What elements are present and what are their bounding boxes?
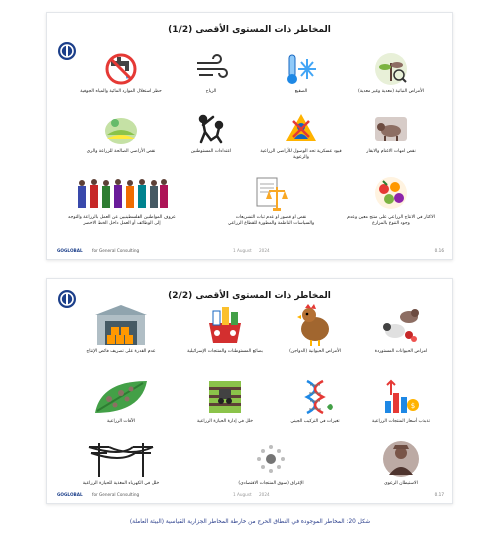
risk-label: الصقيع	[294, 89, 308, 94]
risk-item	[355, 377, 447, 425]
monoculture-icon	[373, 175, 409, 213]
risk-label: الاستيطان الرعوي	[384, 481, 418, 486]
footer-tagline: for General Consulting	[91, 492, 140, 497]
risk-item	[69, 303, 173, 355]
risk-item	[269, 303, 361, 355]
risk-label: بضائع المستوطنات والمنتجات الإسرائيلية	[187, 349, 263, 354]
figure-caption: شكل 20: المخاطر الموجودة في النطاق الحرج من خارطة المخاطر الجزارية القياسية (البيئة العاملة)	[129, 519, 371, 525]
risk-item	[75, 51, 167, 95]
dumping-icon	[251, 439, 291, 479]
risk-item	[225, 439, 317, 487]
risk-item	[69, 439, 173, 487]
risk-label: نقص او قصور او عدم ثبات التشريعات والسياسات الناظمة والمطورة للقطاع الزراعي	[227, 215, 315, 227]
risk-label: خلل في الكهرباء المغذية للحيازة الزراعية	[82, 481, 160, 486]
risk-label: اعتداءات المستوطنين	[190, 149, 232, 154]
farmland-icon	[103, 111, 139, 147]
holding-management-icon	[205, 377, 245, 417]
risk-label: خلل في إدارة الحيازة الزراعية	[196, 419, 254, 424]
slide-footer	[57, 248, 139, 253]
slide-1	[46, 12, 453, 260]
risk-label: تغيرات في التركيب الجيني	[290, 419, 340, 424]
risk-label: الأمراض النباتية (معدية وغير معدية)	[358, 89, 424, 94]
risk-label: حظر استغلال الموارد المائية والمياه الجوفية	[80, 89, 162, 94]
risk-item	[269, 377, 361, 425]
footer-tagline: for General Consulting	[91, 248, 140, 253]
wind-icon	[193, 51, 229, 87]
risk-label: قيود عسكرية تحد الوصول للأراضي الزراعية والرعوية	[260, 149, 342, 161]
livestock-icon	[373, 111, 409, 147]
risk-label: الإغراق (سوق المنتجات الاقتصادي)	[238, 481, 304, 486]
gogloal-logo-icon	[57, 41, 77, 61]
risk-label: عدم القدرة على تصريف فائض الإنتاج	[86, 349, 156, 354]
page-number: 0.17	[434, 492, 444, 497]
risk-item	[179, 377, 271, 425]
risk-item	[69, 377, 173, 425]
plant-disease-icon	[373, 51, 409, 87]
slide-2	[46, 278, 453, 504]
slide-title: المخاطر ذات المستوى الأقصى (1/2)	[168, 25, 331, 35]
risk-label: نقص امهات الاغنام والابقار	[366, 149, 416, 154]
risk-label: الاكثار في الانتاج الزراعي على منتج معين وعدم وجود التنوع بالمزارع	[347, 215, 435, 227]
price-fluctuation-icon	[381, 377, 421, 417]
risk-item	[75, 111, 167, 155]
risk-item	[165, 51, 257, 95]
risk-label: تذبذب أسعار المنتجات الزراعية	[372, 419, 430, 424]
footer-brand: GOGLOBAL	[57, 248, 83, 253]
footer-date: 1 August 2024	[233, 248, 270, 253]
svg-text:$: $	[410, 402, 416, 410]
risk-label: الأمراض الحيوانية (الدواجن)	[289, 349, 341, 354]
warehouse-icon	[93, 303, 149, 347]
footer-date: 1 August 2024	[233, 492, 270, 497]
dna-icon	[295, 377, 335, 417]
goods-basket-icon	[205, 303, 245, 347]
slide-title: المخاطر ذات المستوى الأقصى (2/2)	[168, 291, 331, 301]
risk-label: نقص الأراضي الصالحة للزراعة والري	[86, 149, 156, 154]
risk-item	[355, 439, 447, 487]
risk-item	[255, 51, 347, 95]
footer-brand: GOGLOBAL	[57, 492, 83, 497]
risk-label: امراض الحيوانات المستوردة	[374, 349, 428, 354]
risk-item	[255, 111, 347, 161]
workers-crowd-icon	[74, 175, 170, 213]
military-restriction-icon	[283, 111, 319, 147]
risk-label: الآفات الزراعية	[107, 419, 135, 424]
no-water-icon	[103, 51, 139, 87]
page-number: 0.16	[434, 248, 444, 253]
poultry-icon	[295, 303, 335, 347]
pastoral-settlement-icon	[381, 439, 421, 479]
imported-animals-icon	[381, 303, 421, 347]
risk-item	[345, 175, 437, 227]
slide-footer	[57, 492, 139, 497]
risk-item	[345, 51, 437, 95]
risk-item	[179, 303, 271, 355]
risk-item	[355, 303, 447, 355]
risk-label: عزوف المواطنين الفلسطينيين عن العمل بالزراعة والتوجه إلى الوظائف أو العمل داخل الخط الاخضر	[68, 215, 176, 227]
legislation-icon	[253, 175, 289, 213]
pest-leaf-icon	[91, 377, 151, 417]
risk-item	[67, 175, 177, 227]
frost-icon	[283, 51, 319, 87]
risk-item	[225, 175, 317, 227]
power-lines-icon	[85, 439, 157, 479]
risk-item	[165, 111, 257, 155]
settler-attack-icon	[193, 111, 229, 147]
risk-label: الرياح	[205, 89, 217, 94]
risk-item	[345, 111, 437, 155]
